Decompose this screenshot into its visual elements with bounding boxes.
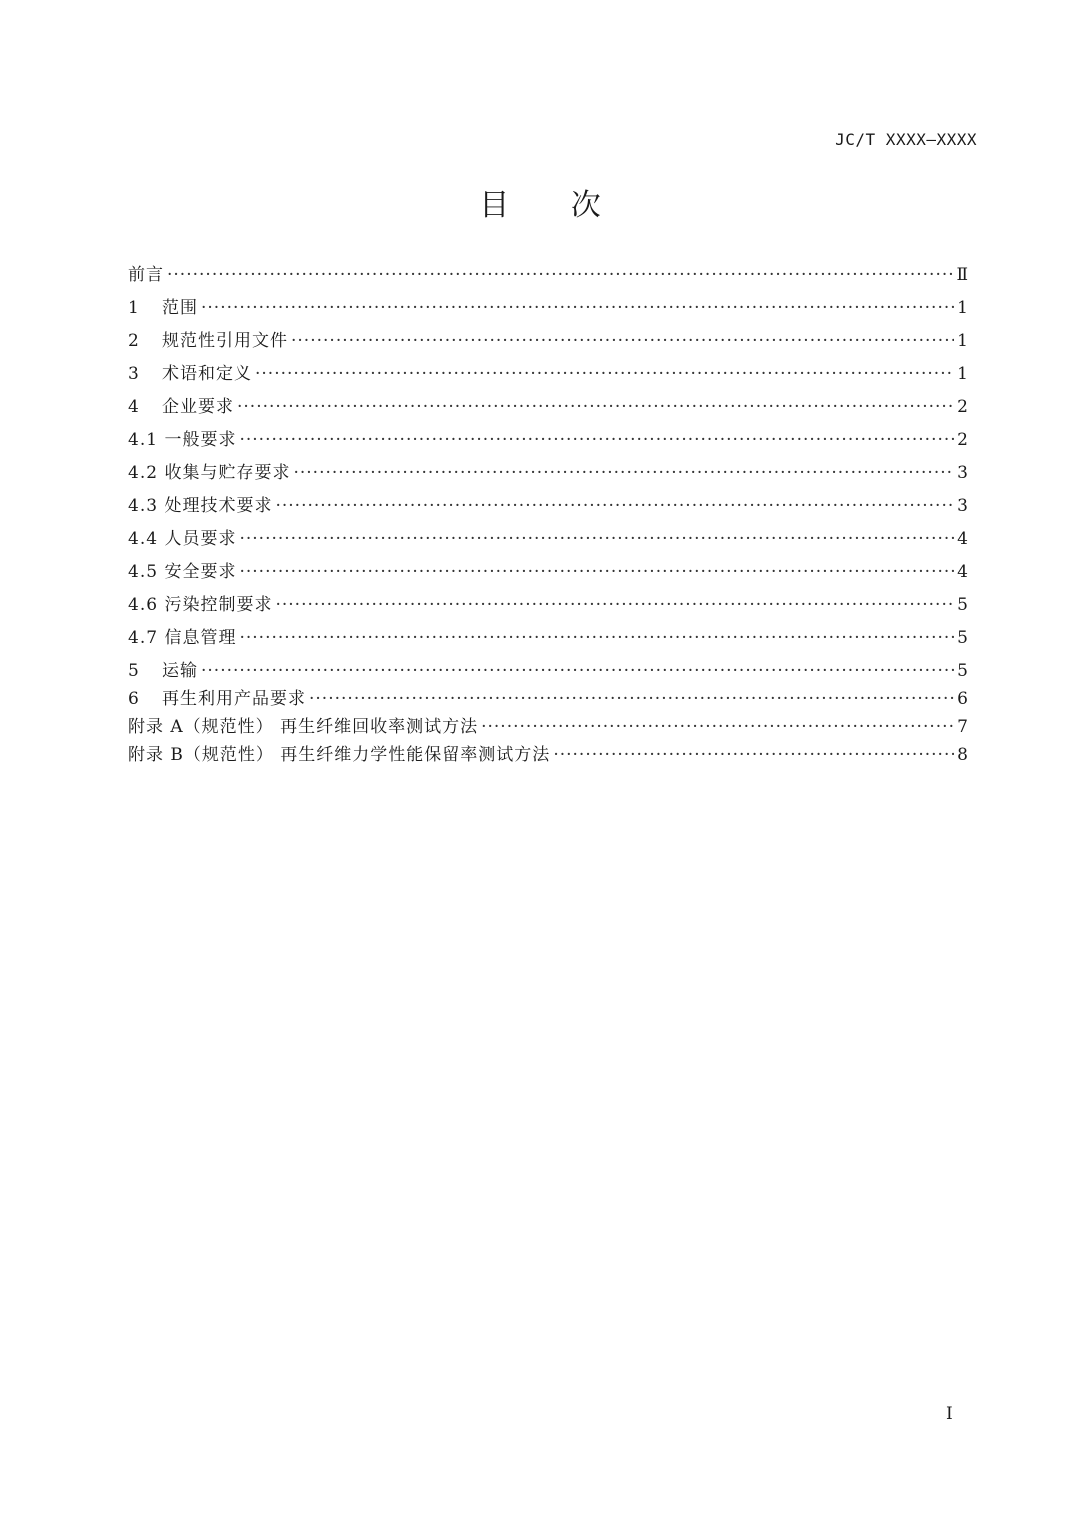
toc-entry-4-7[interactable] — [128, 623, 968, 656]
toc-label: 4.5 安全要求 — [128, 562, 237, 582]
toc-page: Ⅱ — [956, 265, 968, 285]
toc-page: 1 — [957, 298, 968, 318]
toc-page: 5 — [957, 661, 968, 681]
toc-page: 1 — [957, 364, 968, 384]
dot-leader — [239, 430, 954, 450]
toc-label: 附录 A（规范性） 再生纤维回收率测试方法 — [128, 717, 479, 737]
toc-page: 5 — [957, 628, 968, 648]
toc-label: 规范性引用文件 — [162, 331, 288, 351]
table-of-contents — [128, 260, 968, 768]
toc-label: 企业要求 — [162, 397, 234, 417]
dot-leader — [481, 717, 954, 737]
toc-page: 2 — [957, 397, 968, 417]
toc-label: 范围 — [162, 298, 198, 318]
dot-leader — [201, 298, 954, 318]
toc-entry-4-1[interactable] — [128, 425, 968, 458]
dot-leader — [275, 595, 954, 615]
toc-label: 再生利用产品要求 — [162, 689, 306, 709]
toc-label: 附录 B（规范性） 再生纤维力学性能保留率测试方法 — [128, 745, 551, 765]
toc-entry-4-5[interactable] — [128, 557, 968, 590]
toc-page: 8 — [957, 745, 968, 765]
toc-page: 3 — [957, 463, 968, 483]
dot-leader — [291, 331, 954, 351]
toc-page: 2 — [957, 430, 968, 450]
toc-entry-transport[interactable] — [128, 656, 968, 684]
toc-page: 7 — [957, 717, 968, 737]
toc-entry-4-4[interactable] — [128, 524, 968, 557]
toc-entry-terms[interactable] — [128, 359, 968, 392]
toc-number: 3 — [128, 364, 139, 384]
dot-leader — [201, 661, 954, 681]
toc-entry-4-2[interactable] — [128, 458, 968, 491]
toc-page: 4 — [957, 529, 968, 549]
toc-page: 5 — [957, 595, 968, 615]
dot-leader — [167, 265, 953, 285]
dot-leader — [553, 745, 954, 765]
toc-label: 术语和定义 — [162, 364, 252, 384]
toc-entry-appendix-a[interactable] — [128, 712, 968, 740]
page-number: I — [946, 1404, 953, 1424]
toc-label: 4.7 信息管理 — [128, 628, 237, 648]
toc-entry-preface[interactable] — [128, 260, 968, 293]
toc-number: 6 — [128, 689, 139, 709]
dot-leader — [255, 364, 954, 384]
toc-label: 4.4 人员要求 — [128, 529, 237, 549]
toc-label: 4.1 一般要求 — [128, 430, 237, 450]
toc-label: 4.2 收集与贮存要求 — [128, 463, 291, 483]
toc-number: 4 — [128, 397, 139, 417]
dot-leader — [237, 397, 954, 417]
toc-number: 1 — [128, 298, 139, 318]
dot-leader — [239, 562, 954, 582]
toc-label: 4.6 污染控制要求 — [128, 595, 273, 615]
toc-label: 4.3 处理技术要求 — [128, 496, 273, 516]
dot-leader — [309, 689, 954, 709]
toc-entry-normative-references[interactable] — [128, 326, 968, 359]
toc-page: 4 — [957, 562, 968, 582]
toc-label: 运输 — [162, 661, 198, 681]
toc-page: 1 — [957, 331, 968, 351]
toc-page: 3 — [957, 496, 968, 516]
toc-entry-recycled-products[interactable] — [128, 684, 968, 712]
dot-leader — [293, 463, 954, 483]
toc-entry-scope[interactable] — [128, 293, 968, 326]
toc-number: 5 — [128, 661, 139, 681]
dot-leader — [239, 628, 954, 648]
page-title: 目 次 — [479, 188, 627, 223]
toc-page: 6 — [957, 689, 968, 709]
document-code: JC/T XXXX—XXXX — [835, 130, 977, 149]
dot-leader — [239, 529, 954, 549]
toc-entry-4-6[interactable] — [128, 590, 968, 623]
toc-entry-enterprise-requirements[interactable] — [128, 392, 968, 425]
toc-entry-4-3[interactable] — [128, 491, 968, 524]
dot-leader — [275, 496, 954, 516]
toc-label: 前言 — [128, 265, 164, 285]
toc-entry-appendix-b[interactable] — [128, 740, 968, 768]
toc-number: 2 — [128, 331, 139, 351]
